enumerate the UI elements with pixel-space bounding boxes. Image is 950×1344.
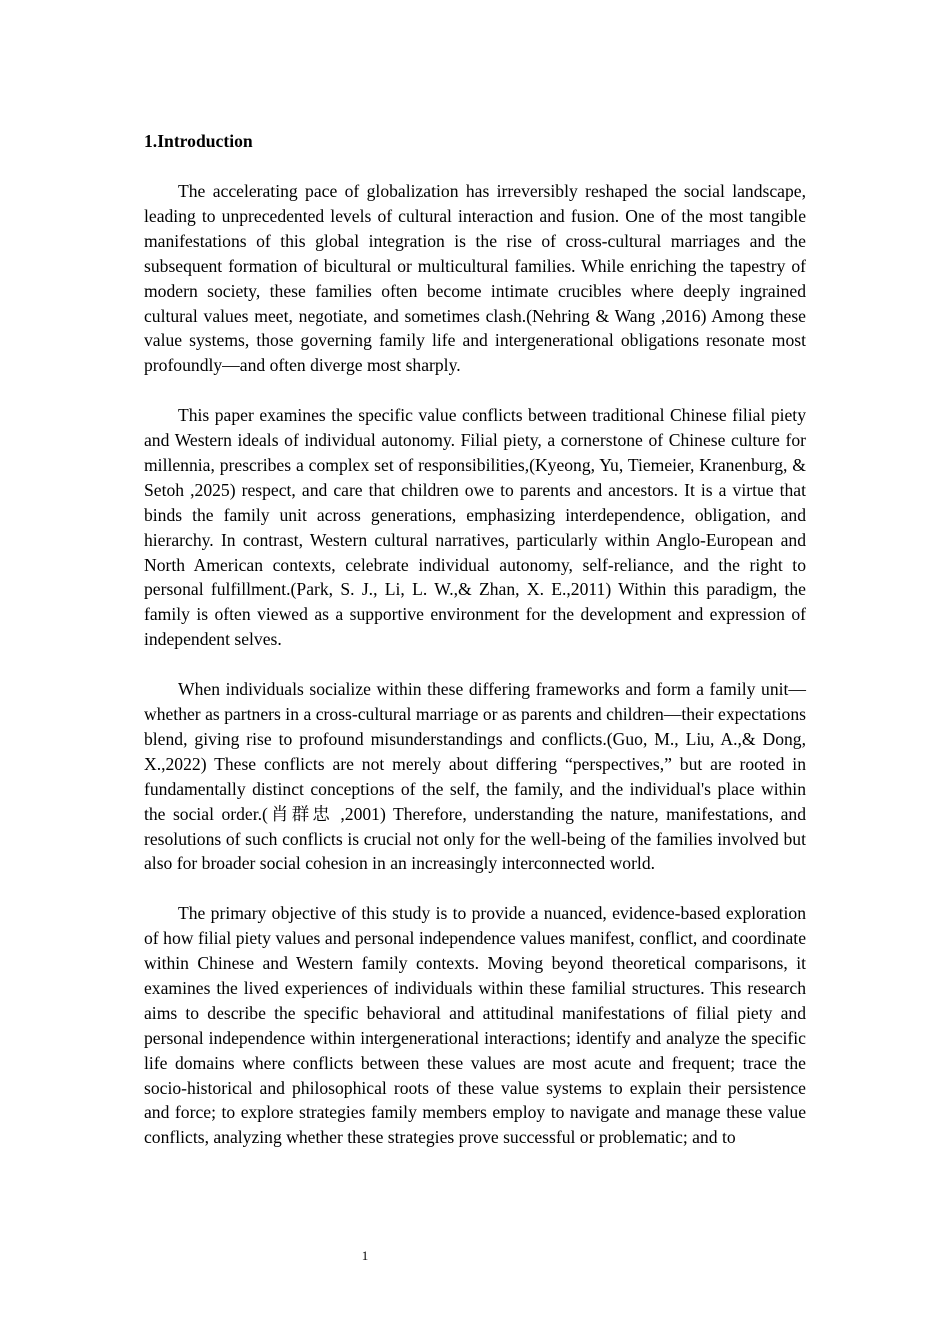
section-heading: 1.Introduction [144, 131, 253, 151]
paragraph-filial-piety: This paper examines the specific value conflicts between traditional Chinese filial piety and Western ideals of individual autonomy. Filial piety, a cornerstone of Chinese culture for millennia, prescribes a complex set of responsibilities,(Kyeong, Yu, Tiemeier, Kranenburg, & Setoh ,2025) respect, and care that children owe to parents and ancestors. It is a virtue that binds the family unit across generations, emphasizing interdependence, obligation, and hierarchy. In contrast, Western cultural narratives, particularly within Anglo-European and North American contexts, celebrate individual autonomy, self-reliance, and the right to personal fulfillment.(Park, S. J., Li, L. W.,& Zhan, X. E.,2011) Within this paradigm, the family is often viewed as a supportive environment for the development and expression of independent selves. [144, 405, 806, 650]
document-body [144, 129, 806, 1175]
paragraph-globalization: The accelerating pace of globalization has irreversibly reshaped the social landscape, leading to unprecedented levels of cultural interaction and fusion. One of the most tangible manifestations of this global integration is the rise of cross-cultural marriages and the subsequent formation of bicultural or multicultural families. While enriching the tapestry of modern society, these families often become intimate crucibles where deeply ingrained cultural values meet, negotiate, and sometimes clash.(Nehring & Wang ,2016) Among these value systems, those governing family life and intergenerational obligations resonate most profoundly—and often diverge most sharply. [144, 181, 806, 376]
paragraph-objective: The primary objective of this study is to provide a nuanced, evidence-based exploration of how filial piety values and personal independence values manifest, conflict, and coordinate within Chinese and Western family contexts. Moving beyond theoretical comparisons, it examines the lived experiences of individuals within these familial structures. This research aims to describe the specific behavioral and attitudinal manifestations of filial piety and personal independence within intergenerational interactions; identify and analyze the specific life domains where conflicts between these values are most acute and frequent; trace the socio-historical and philosophical roots of these value systems to explain their persistence and force; to explore strategies family members employ to navigate and manage these value conflicts, analyzing whether these strategies prove successful or problematic; and to [144, 903, 806, 1148]
paragraph-conflicts: When individuals socialize within these differing frameworks and form a family unit—whether as partners in a cross-cultural marriage or as parents and children—their expectations blend, giving rise to profound misunderstandings and conflicts.(Guo, M., Liu, A.,& Dong, X.,2022) These conflicts are not merely about differing “perspectives,” but are rooted in fundamentally distinct conceptions of the self, the family, and the individual's place within the social order.(肖群忠 ,2001) Therefore, understanding the nature, manifestations, and resolutions of such conflicts is crucial not only for the well-being of the families involved but also for broader social cohesion in an increasingly interconnected world. [144, 679, 806, 874]
page-number: 1 [361, 1248, 369, 1263]
